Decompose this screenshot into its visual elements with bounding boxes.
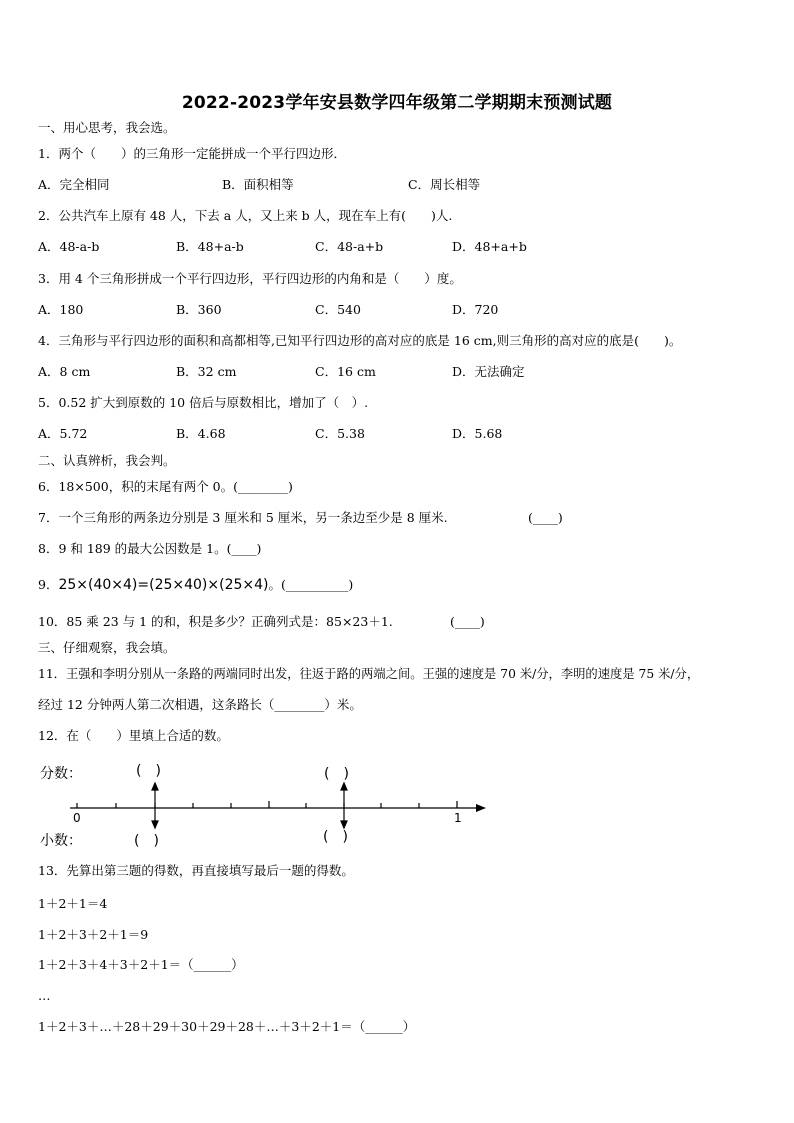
question-11-line-2: 经过 12 分钟两人第二次相遇，这条路长（________）米。 bbox=[38, 697, 362, 712]
q7-answer-blank[interactable]: (____) bbox=[528, 510, 563, 525]
pointer-arrow-2 bbox=[341, 783, 347, 828]
question-3: 3．用 4 个三角形拼成一个平行四边形，平行四边形的内角和是（ ）度。 bbox=[38, 271, 462, 286]
one-label: 1 bbox=[454, 811, 462, 825]
q13-equation-2: 1＋2＋3＋2＋1＝9 bbox=[38, 927, 149, 942]
question-11-line-1: 11．王强和李明分别从一条路的两端同时出发，往返于路的两端之间。王强的速度是 70 米/分，李明的速度是 75 米/分， bbox=[38, 667, 700, 681]
zero-label: 0 bbox=[73, 811, 81, 825]
question-1: 1．两个（ ）的三角形一定能拼成一个平行四边形． bbox=[38, 146, 346, 161]
question-13: 13．先算出第三题的得数，再直接填写最后一题的得数。 bbox=[38, 863, 354, 878]
q4-option-a[interactable]: A．8 cm bbox=[38, 364, 91, 379]
fraction-blank-1[interactable]: ( ) bbox=[136, 763, 161, 779]
q9-expression: 25×(40×4)=(25×40)×(25×4) bbox=[58, 577, 269, 593]
q13-equation-1: 1＋2＋1＝4 bbox=[38, 896, 108, 911]
decimal-blank-2[interactable]: ( ) bbox=[323, 829, 348, 845]
question-2: 2．公共汽车上原有 48 人，下去 a 人，又上来 b 人，现在车上有( )人. bbox=[38, 208, 453, 223]
question-12: 12．在（ ）里填上合适的数。 bbox=[38, 728, 229, 743]
q1-option-c[interactable]: C．周长相等 bbox=[408, 177, 481, 192]
q2-option-c[interactable]: C．48-a+b bbox=[315, 239, 384, 254]
q2-option-d[interactable]: D．48+a+b bbox=[452, 239, 527, 254]
q1-option-b[interactable]: B．面积相等 bbox=[222, 177, 294, 192]
fraction-blank-2[interactable]: ( ) bbox=[324, 766, 349, 782]
axis-ticks bbox=[77, 801, 457, 808]
section-2-heading: 二、认真辨析，我会判。 bbox=[38, 453, 176, 468]
question-10: 10．85 乘 23 与 1 的和，积是多少？正确列式是：85×23＋1. bbox=[38, 614, 393, 629]
q4-option-b[interactable]: B．32 cm bbox=[176, 364, 237, 379]
decimal-label: 小数： bbox=[40, 833, 82, 849]
q2-option-b[interactable]: B．48+a-b bbox=[176, 239, 244, 254]
q13-equation-3[interactable]: 1＋2＋3＋4＋3＋2＋1＝（______） bbox=[38, 957, 244, 972]
q1-option-a[interactable]: A．完全相同 bbox=[38, 177, 110, 192]
q3-option-c[interactable]: C．540 bbox=[315, 302, 361, 317]
q13-equation-final[interactable]: 1＋2＋3＋…＋28＋29＋30＋29＋28＋…＋3＋2＋1＝（______） bbox=[38, 1019, 416, 1034]
section-3-heading: 三、仔细观察，我会填。 bbox=[38, 640, 176, 655]
question-9 bbox=[38, 575, 353, 595]
q10-answer-blank[interactable]: (____) bbox=[450, 614, 485, 629]
question-6: 6．18×500，积的末尾有两个 0。(________) bbox=[38, 479, 293, 494]
q4-option-d[interactable]: D．无法确定 bbox=[452, 364, 525, 379]
section-1-heading: 一、用心思考，我会选。 bbox=[38, 120, 176, 135]
question-7: 7．一个三角形的两条边分别是 3 厘米和 5 厘米，另一条边至少是 8 厘米. bbox=[38, 510, 448, 525]
q2-option-a[interactable]: A．48-a-b bbox=[38, 239, 100, 254]
question-8: 8．9 和 189 的最大公因数是 1。(____) bbox=[38, 541, 262, 556]
q3-option-b[interactable]: B．360 bbox=[176, 302, 222, 317]
q5-option-c[interactable]: C．5.38 bbox=[315, 426, 365, 441]
q5-option-a[interactable]: A．5.72 bbox=[38, 426, 88, 441]
q5-option-b[interactable]: B．4.68 bbox=[176, 426, 226, 441]
pointer-arrow-1 bbox=[152, 783, 158, 828]
q9-label: 9． bbox=[38, 577, 59, 592]
q4-option-c[interactable]: C．16 cm bbox=[315, 364, 376, 379]
fraction-label: 分数： bbox=[40, 766, 82, 782]
q13-ellipsis: … bbox=[38, 988, 51, 1003]
question-5: 5．0.52 扩大到原数的 10 倍后与原数相比，增加了（ ）. bbox=[38, 395, 369, 410]
decimal-blank-1[interactable]: ( ) bbox=[134, 833, 159, 849]
q3-option-d[interactable]: D．720 bbox=[452, 302, 499, 317]
axis-arrow-icon bbox=[476, 804, 486, 812]
q5-option-d[interactable]: D．5.68 bbox=[452, 426, 503, 441]
page-title: 2022-2023学年安县数学四年级第二学期期末预测试题 bbox=[181, 93, 613, 113]
number-line-figure bbox=[30, 755, 500, 855]
question-4: 4．三角形与平行四边形的面积和高都相等,已知平行四边形的高对应的底是 16 cm,则三角形的高对应的底是( )。 bbox=[38, 333, 682, 348]
q9-answer-blank[interactable]: 。(__________) bbox=[268, 577, 354, 592]
q3-option-a[interactable]: A．180 bbox=[38, 302, 84, 317]
